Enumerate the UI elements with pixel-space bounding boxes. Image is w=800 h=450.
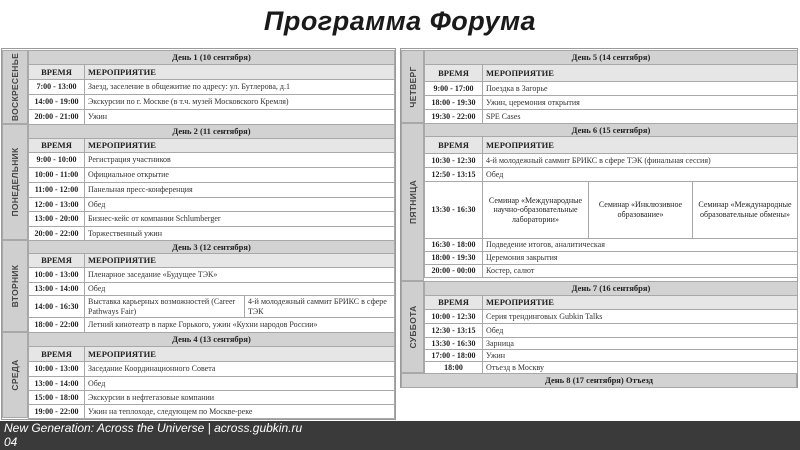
row-time: 13:00 - 20:00 — [29, 212, 85, 227]
row-time: 13:30 - 16:30 — [425, 338, 483, 350]
row-time: 16:30 - 18:00 — [425, 239, 483, 252]
weekday-label: ЧЕТВЕРГ — [407, 65, 418, 108]
weekday-band-saturday — [401, 281, 424, 373]
row-event: Костер, салют — [483, 265, 798, 278]
row-time: 13:30 - 16:30 — [425, 182, 483, 239]
row-time: 11:00 - 12:00 — [29, 183, 85, 198]
row-event: 4-й молодежный саммит БРИКС в сфере ТЭК (финальная сессия) — [483, 154, 798, 168]
day-title: День 5 (14 сентября) — [425, 51, 798, 65]
weekday-band-tuesday — [2, 240, 28, 332]
day-title: День 8 (17 сентября) Отъезд — [402, 374, 797, 388]
row-time: 14:00 - 16:30 — [29, 296, 85, 318]
table-row — [29, 405, 395, 419]
weekday-band-friday — [401, 123, 424, 281]
row-event: Обед — [483, 168, 798, 182]
table-row — [425, 168, 798, 182]
table-row — [29, 283, 395, 296]
row-time: 10:00 - 11:00 — [29, 168, 85, 183]
table-row — [29, 318, 395, 333]
row-event: Летний кинотеатр в парке Горького, ужин «Кухни народов России» — [85, 318, 395, 333]
col-header-time: ВРЕМЯ — [425, 137, 483, 154]
table-row — [425, 82, 798, 96]
col-header-event: МЕРОПРИЯТИЕ — [85, 347, 395, 362]
table-row — [29, 80, 395, 95]
footer — [4, 421, 424, 449]
row-event: Торжественный ужин — [85, 227, 395, 241]
footer-caption: New Generation: Across the Universe | across.gubkin.ru — [4, 421, 303, 435]
table-row — [425, 338, 798, 350]
table-row — [425, 362, 798, 374]
row-event: Зарница — [483, 338, 798, 350]
day-title: День 3 (12 сентября) — [29, 241, 395, 254]
table-row — [425, 324, 798, 338]
row-event: Ужин — [85, 110, 395, 125]
day-title: День 4 (13 сентября) — [29, 333, 395, 347]
table-row — [29, 227, 395, 241]
row-time: 9:00 - 17:00 — [425, 82, 483, 96]
weekday-band-sunday — [2, 50, 28, 124]
day-3-table — [28, 240, 395, 333]
row-event: Обед — [85, 198, 395, 212]
row-time: 10:00 - 12:30 — [425, 310, 483, 324]
col-header-event: МЕРОПРИЯТИЕ — [85, 65, 395, 80]
col-header-time: ВРЕМЯ — [425, 65, 483, 82]
row-event: SPE Cases — [483, 110, 798, 124]
day-4-table — [28, 332, 395, 419]
row-time: 13:00 - 14:00 — [29, 377, 85, 391]
day-title: День 6 (15 сентября) — [425, 124, 798, 137]
table-row — [425, 96, 798, 110]
day-title: День 1 (10 сентября) — [29, 51, 395, 65]
weekday-label: СУББОТА — [407, 305, 418, 349]
table-row — [29, 110, 395, 125]
col-header-time: ВРЕМЯ — [29, 254, 85, 268]
day-title: День 7 (16 сентября) — [425, 282, 798, 296]
table-row — [425, 310, 798, 324]
table-row — [425, 110, 798, 124]
table-row — [29, 168, 395, 183]
day-5-table — [424, 50, 798, 124]
row-time: 20:00 - 00:00 — [425, 265, 483, 278]
day-8-table — [401, 373, 797, 388]
row-event: Обед — [85, 377, 395, 391]
weekday-label: ВТОРНИК — [10, 264, 20, 308]
table-row — [29, 268, 395, 283]
row-event: Обед — [483, 324, 798, 338]
page-title: Программа Форума — [263, 6, 537, 36]
table-row — [29, 212, 395, 227]
table-row — [425, 252, 798, 265]
table-row — [425, 182, 798, 239]
day-title: День 2 (11 сентября) — [29, 125, 395, 139]
row-time: 12:30 - 13:15 — [425, 324, 483, 338]
table-row — [29, 296, 395, 318]
table-row — [29, 153, 395, 168]
weekday-label: ВОСКРЕСЕНЬЕ — [10, 52, 20, 122]
row-time: 19:00 - 22:00 — [29, 405, 85, 419]
table-row — [425, 239, 798, 252]
row-event: Поездка в Загорье — [483, 82, 798, 96]
weekday-band-thursday — [401, 50, 424, 123]
weekday-label: СРЕДА — [10, 359, 20, 391]
col-header-time: ВРЕМЯ — [29, 139, 85, 153]
seminar-cell: Семинар «Международные научно-образовательные лаборатории» — [483, 182, 589, 239]
table-row — [29, 183, 395, 198]
row-event: Ужин на теплоходе, следующем по Москве-реке — [85, 405, 395, 419]
row-time: 10:00 - 13:00 — [29, 268, 85, 283]
row-time: 10:00 - 13:00 — [29, 362, 85, 377]
day-1-table — [28, 50, 395, 125]
page-number: 04 — [4, 435, 18, 449]
row-event: Пленарное заседание «Будущее ТЭК» — [85, 268, 395, 283]
row-time: 20:00 - 22:00 — [29, 227, 85, 241]
weekday-label: ПОНЕДЕЛЬНИК — [10, 147, 20, 217]
seminar-cell: Семинар «Инклюзивное образование» — [589, 182, 693, 239]
row-event: Подведение итогов, аналитическая — [483, 239, 798, 252]
day-2-table — [28, 124, 395, 241]
col-header-time: ВРЕМЯ — [29, 65, 85, 80]
row-time: 12:00 - 13:00 — [29, 198, 85, 212]
weekday-band-wednesday — [2, 332, 28, 418]
row-event: Ужин, церемония открытия — [483, 96, 798, 110]
col-header-event: МЕРОПРИЯТИЕ — [85, 139, 395, 153]
row-event: Ужин — [483, 350, 798, 362]
row-event: Экскурсии по г. Москве (в т.ч. музей Московского Кремля) — [85, 95, 395, 110]
row-time: 14:00 - 19:00 — [29, 95, 85, 110]
row-time: 18:00 — [425, 362, 483, 374]
table-row — [425, 154, 798, 168]
table-row — [29, 95, 395, 110]
row-event: Бизнес-кейс от компании Schlumberger — [85, 212, 395, 227]
row-time: 10:30 - 12:30 — [425, 154, 483, 168]
row-event: Отъезд в Москву — [483, 362, 798, 374]
col-header-event: МЕРОПРИЯТИЕ — [483, 137, 798, 154]
col-header-event: МЕРОПРИЯТИЕ — [483, 296, 798, 310]
row-time: 18:00 - 19:30 — [425, 252, 483, 265]
table-row — [29, 362, 395, 377]
day-7-table — [424, 281, 798, 374]
seminar-cell: Семинар «Международные образовательные обмены» — [693, 182, 798, 239]
row-event: Экскурсии в нефтегазовые компании — [85, 391, 395, 405]
table-row — [29, 377, 395, 391]
row-event: Заседание Координационного Совета — [85, 362, 395, 377]
row-time: 19:30 - 22:00 — [425, 110, 483, 124]
row-event: Серия трендинговых Gubkin Talks — [483, 310, 798, 324]
row-event: Обед — [85, 283, 395, 296]
row-time: 9:00 - 10:00 — [29, 153, 85, 168]
col-header-time: ВРЕМЯ — [29, 347, 85, 362]
weekday-label: ПЯТНИЦА — [407, 179, 418, 225]
row-time: 18:00 - 19:30 — [425, 96, 483, 110]
row-time: 13:00 - 14:00 — [29, 283, 85, 296]
row-event: Выставка карьерных возможностей (Career Pathways Fair) — [85, 296, 245, 318]
table-row — [29, 391, 395, 405]
col-header-event: МЕРОПРИЯТИЕ — [483, 65, 798, 82]
table-row — [425, 265, 798, 278]
row-event: Регистрация участников — [85, 153, 395, 168]
row-time: 7:00 - 13:00 — [29, 80, 85, 95]
col-header-time: ВРЕМЯ — [425, 296, 483, 310]
row-time: 20:00 - 21:00 — [29, 110, 85, 125]
row-time: 18:00 - 22:00 — [29, 318, 85, 333]
table-row — [425, 350, 798, 362]
table-row — [29, 198, 395, 212]
row-time: 17:00 - 18:00 — [425, 350, 483, 362]
row-event: Панельная пресс-конференция — [85, 183, 395, 198]
day-6-table — [424, 123, 798, 278]
row-time: 15:00 - 18:00 — [29, 391, 85, 405]
weekday-band-monday — [2, 124, 28, 240]
row-event-parallel: 4-й молодежный саммит БРИКС в сфере ТЭК — [245, 296, 395, 318]
row-event: Церемония закрытия — [483, 252, 798, 265]
col-header-event: МЕРОПРИЯТИЕ — [85, 254, 395, 268]
row-event: Заезд, заселение в общежитие по адресу: ул. Бутлерова, д.1 — [85, 80, 395, 95]
row-time: 12:50 - 13:15 — [425, 168, 483, 182]
row-event: Официальное открытие — [85, 168, 395, 183]
